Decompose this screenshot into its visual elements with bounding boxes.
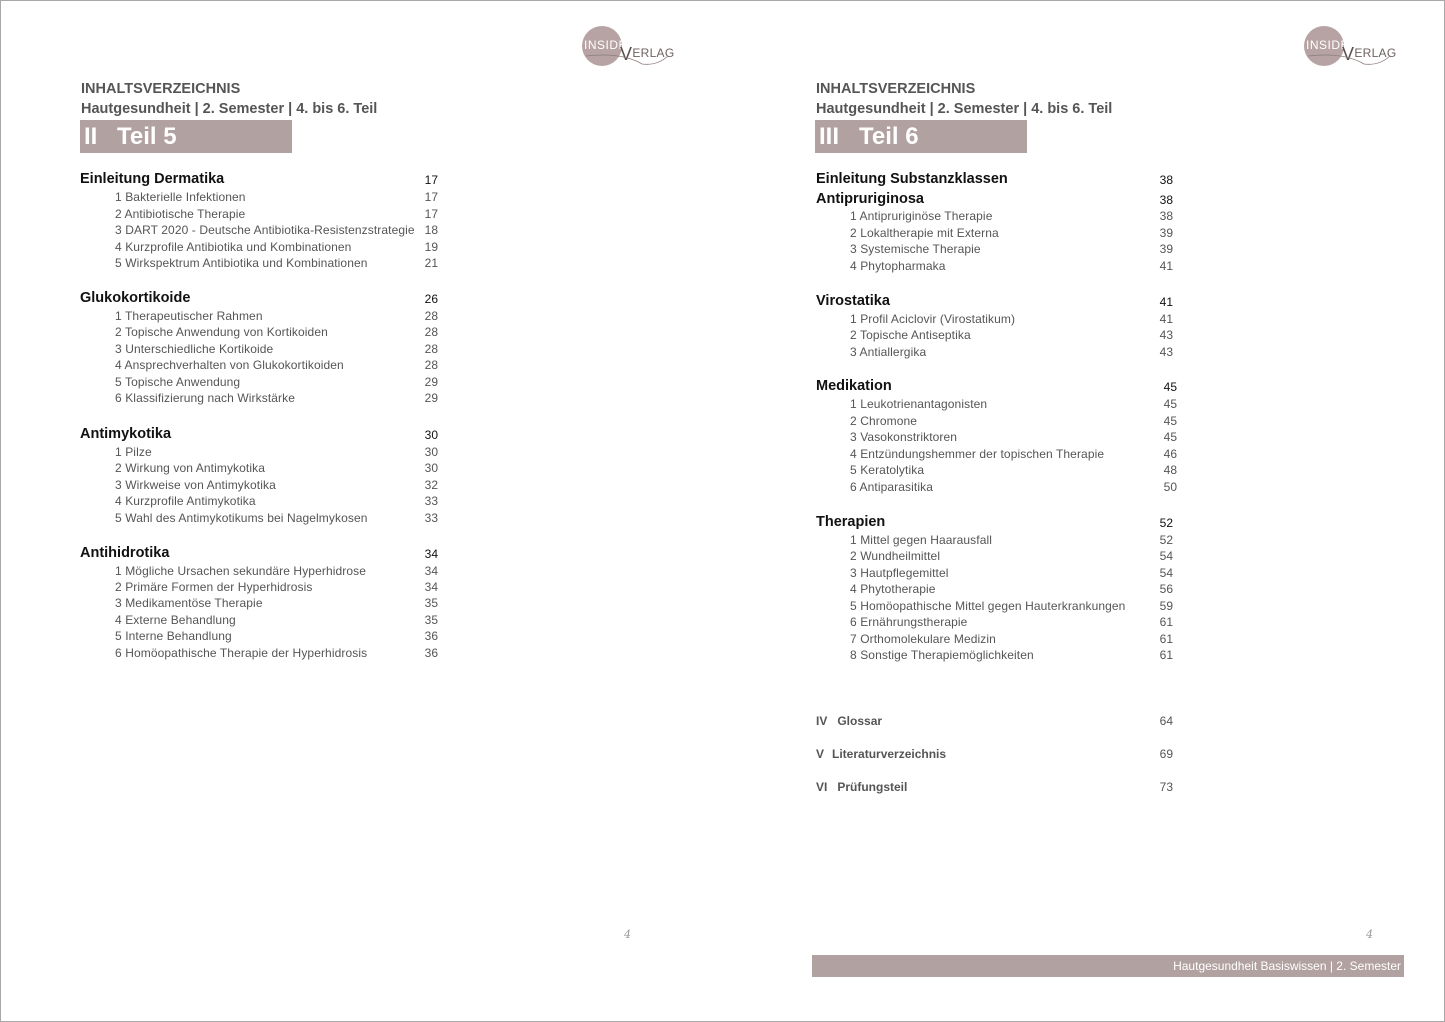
toc-entry[interactable]: 5 Wahl des Antimykotikums bei Nagelmykosen bbox=[115, 511, 368, 525]
toc-section-heading[interactable]: Einleitung Substanzklassen bbox=[816, 171, 1008, 187]
logo-text-verlag: VERLAG bbox=[620, 44, 675, 64]
toc-entry[interactable]: 4 Ansprechverhalten von Glukokortikoiden bbox=[115, 358, 344, 372]
toc-section-heading[interactable]: Glukokortikoide bbox=[80, 290, 191, 306]
toc-section-page: 26 bbox=[424, 292, 438, 306]
toc-entry[interactable]: 3 Wirkweise von Antimykotika bbox=[115, 478, 276, 492]
toc-entry[interactable]: 4 Externe Behandlung bbox=[115, 613, 236, 627]
part-roman-numeral: III bbox=[819, 123, 840, 150]
toc-entry-page: 45 bbox=[1163, 397, 1177, 411]
part-roman-numeral: II bbox=[84, 123, 98, 150]
toc-section-heading[interactable]: Antimykotika bbox=[80, 426, 172, 442]
toc-entry-page: 28 bbox=[424, 309, 438, 323]
toc-extra-page: 73 bbox=[1159, 780, 1173, 794]
toc-entry-page: 21 bbox=[424, 256, 438, 270]
logo-swoosh-icon bbox=[582, 26, 672, 68]
toc-entry-page: 34 bbox=[424, 580, 438, 594]
toc-entry[interactable]: 1 Therapeutischer Rahmen bbox=[115, 309, 263, 323]
toc-entry-page: 43 bbox=[1159, 328, 1173, 342]
inside-verlag-logo bbox=[1304, 26, 1397, 68]
toc-entry-page: 54 bbox=[1159, 566, 1173, 580]
toc-entry-page: 61 bbox=[1159, 615, 1173, 629]
toc-entry-page: 59 bbox=[1159, 599, 1173, 613]
toc-section-page: 52 bbox=[1159, 516, 1173, 530]
footer-bar: Hautgesundheit Basiswissen | 2. Semester bbox=[812, 955, 1404, 977]
toc-entry[interactable]: 3 DART 2020 - Deutsche Antibiotika-Resistenzstrategie bbox=[115, 223, 415, 237]
toc-entry-page: 30 bbox=[424, 461, 438, 475]
toc-entry-page: 29 bbox=[424, 391, 438, 405]
toc-entry-page: 33 bbox=[424, 494, 438, 508]
toc-entry-page: 50 bbox=[1163, 480, 1177, 494]
toc-extra-page: 64 bbox=[1159, 714, 1173, 728]
page-number: 4 bbox=[624, 928, 631, 941]
toc-entry-page: 41 bbox=[1159, 312, 1173, 326]
toc-entry-page: 28 bbox=[424, 358, 438, 372]
toc-entry-page: 39 bbox=[1159, 242, 1173, 256]
toc-entry-page: 43 bbox=[1159, 345, 1173, 359]
toc-entry[interactable]: 5 Topische Anwendung bbox=[115, 375, 241, 389]
toc-entry[interactable]: 3 Medikamentöse Therapie bbox=[115, 596, 263, 610]
toc-entry[interactable]: 4 Kurzprofile Antibiotika und Kombinationen bbox=[115, 240, 352, 254]
toc-entry-page: 36 bbox=[424, 646, 438, 660]
toc-entry-page: 61 bbox=[1159, 632, 1173, 646]
toc-section-page: 38 bbox=[1159, 173, 1173, 187]
logo-swoosh-icon bbox=[1304, 26, 1394, 68]
toc-entry-page: 28 bbox=[424, 325, 438, 339]
toc-entry-page: 35 bbox=[424, 596, 438, 610]
part-name: Teil 6 bbox=[859, 123, 919, 150]
toc-entry[interactable]: 6 Ernährungstherapie bbox=[850, 615, 968, 629]
toc-entry[interactable]: 3 Hautpflegemittel bbox=[850, 566, 949, 580]
toc-entry[interactable]: 1 Bakterielle Infektionen bbox=[115, 190, 246, 204]
toc-section-heading[interactable]: Antipruriginosa bbox=[816, 191, 924, 207]
toc-entry-page: 46 bbox=[1163, 447, 1177, 461]
toc-entry[interactable]: 2 Antibiotische Therapie bbox=[115, 207, 246, 221]
toc-entry[interactable]: 5 Wirkspektrum Antibiotika und Kombinationen bbox=[115, 256, 368, 270]
toc-entry[interactable]: 2 Wundheilmittel bbox=[850, 549, 941, 563]
toc-entry-page: 41 bbox=[1159, 259, 1173, 273]
toc-entry-page: 52 bbox=[1159, 533, 1173, 547]
toc-entry-page: 33 bbox=[424, 511, 438, 525]
toc-entry-page: 56 bbox=[1159, 582, 1173, 596]
toc-entry-page: 35 bbox=[424, 613, 438, 627]
inside-verlag-logo bbox=[582, 26, 675, 68]
logo-text-inside: INSIDE bbox=[1306, 38, 1350, 52]
toc-entry[interactable]: 2 Lokaltherapie mit Externa bbox=[850, 226, 999, 240]
toc-entry[interactable]: 2 Wirkung von Antimykotika bbox=[115, 461, 265, 475]
toc-entry-page: 48 bbox=[1163, 463, 1177, 477]
toc-entry-page: 45 bbox=[1163, 430, 1177, 444]
toc-entry-page: 29 bbox=[424, 375, 438, 389]
toc-title: INHALTSVERZEICHNIS bbox=[816, 81, 976, 97]
toc-section-page: 34 bbox=[424, 547, 438, 561]
logo-text-inside: INSIDE bbox=[584, 38, 628, 52]
toc-entry[interactable]: 1 Antipruriginöse Therapie bbox=[850, 209, 993, 223]
part-title-bar bbox=[815, 120, 1027, 153]
toc-entry[interactable]: 5 Homöopathische Mittel gegen Hauterkrankungen bbox=[850, 599, 1126, 613]
toc-entry[interactable]: 1 Leukotrienantagonisten bbox=[850, 397, 988, 411]
toc-entry-page: 61 bbox=[1159, 648, 1173, 662]
logo-text-verlag: VERLAG bbox=[1342, 44, 1397, 64]
toc-entry[interactable]: 4 Phytopharmaka bbox=[850, 259, 946, 273]
toc-entry[interactable]: 2 Topische Antiseptika bbox=[850, 328, 971, 342]
toc-entry-page: 45 bbox=[1163, 414, 1177, 428]
toc-entry[interactable]: 1 Mittel gegen Haarausfall bbox=[850, 533, 993, 547]
toc-entry-page: 34 bbox=[424, 564, 438, 578]
toc-entry[interactable]: 1 Pilze bbox=[115, 445, 152, 459]
toc-entry[interactable]: 8 Sonstige Therapiemöglichkeiten bbox=[850, 648, 1034, 662]
toc-entry[interactable]: 2 Topische Anwendung von Kortikoiden bbox=[115, 325, 328, 339]
toc-section-heading[interactable]: Virostatika bbox=[816, 293, 890, 309]
toc-entry[interactable]: 4 Phytotherapie bbox=[850, 582, 936, 596]
toc-entry-page: 54 bbox=[1159, 549, 1173, 563]
toc-extra-page: 69 bbox=[1159, 747, 1173, 761]
toc-entry[interactable]: 4 Kurzprofile Antimykotika bbox=[115, 494, 256, 508]
toc-section-page: 45 bbox=[1163, 380, 1177, 394]
toc-entry[interactable]: 6 Klassifizierung nach Wirkstärke bbox=[115, 391, 296, 405]
toc-entry-page: 28 bbox=[424, 342, 438, 356]
toc-extra-glossar[interactable]: IV Glossar bbox=[816, 714, 883, 728]
toc-entry-page: 38 bbox=[1159, 209, 1173, 223]
toc-entry[interactable]: 4 Entzündungshemmer der topischen Therapie bbox=[850, 447, 1105, 461]
right-page bbox=[722, 0, 1445, 1022]
toc-entry[interactable]: 6 Antiparasitika bbox=[850, 480, 933, 494]
toc-entry-page: 17 bbox=[424, 207, 438, 221]
toc-entry[interactable]: 6 Homöopathische Therapie der Hyperhidrosis bbox=[115, 646, 368, 660]
toc-entry-page: 17 bbox=[424, 190, 438, 204]
toc-section-heading[interactable]: Antihidrotika bbox=[80, 545, 170, 561]
toc-section-heading[interactable]: Therapien bbox=[816, 514, 886, 530]
toc-section-page: 41 bbox=[1159, 295, 1173, 309]
page-number: 4 bbox=[1366, 928, 1373, 941]
toc-entry[interactable]: 5 Keratolytika bbox=[850, 463, 925, 477]
toc-entry[interactable]: 3 Antiallergika bbox=[850, 345, 927, 359]
toc-extra-pruefungsteil[interactable]: VI Prüfungsteil bbox=[816, 780, 908, 794]
left-page bbox=[0, 0, 722, 1022]
toc-entry-page: 19 bbox=[424, 240, 438, 254]
toc-section-page: 17 bbox=[424, 173, 438, 187]
toc-entry-page: 39 bbox=[1159, 226, 1173, 240]
part-name: Teil 5 bbox=[117, 123, 177, 150]
toc-entry[interactable]: 7 Orthomolekulare Medizin bbox=[850, 632, 996, 646]
toc-entry[interactable]: 1 Profil Aciclovir (Virostatikum) bbox=[850, 312, 1016, 326]
toc-entry-page: 32 bbox=[424, 478, 438, 492]
toc-extra-literaturverzeichnis[interactable]: V Literaturverzeichnis bbox=[816, 747, 947, 761]
toc-entry[interactable]: 5 Interne Behandlung bbox=[115, 629, 232, 643]
toc-title: INHALTSVERZEICHNIS bbox=[81, 81, 241, 97]
part-title-bar bbox=[80, 120, 292, 153]
toc-section-heading[interactable]: Medikation bbox=[816, 378, 892, 394]
toc-subtitle: Hautgesundheit | 2. Semester | 4. bis 6. Teil bbox=[81, 101, 378, 117]
toc-entry[interactable]: 1 Mögliche Ursachen sekundäre Hyperhidrose bbox=[115, 564, 366, 578]
toc-entry-page: 30 bbox=[424, 445, 438, 459]
toc-entry[interactable]: 3 Systemische Therapie bbox=[850, 242, 981, 256]
toc-subtitle: Hautgesundheit | 2. Semester | 4. bis 6. Teil bbox=[816, 101, 1113, 117]
toc-section-page: 30 bbox=[424, 428, 438, 442]
toc-entry-page: 36 bbox=[424, 629, 438, 643]
toc-section-heading[interactable]: Einleitung Dermatika bbox=[80, 171, 225, 187]
toc-entry[interactable]: 3 Unterschiedliche Kortikoide bbox=[115, 342, 274, 356]
toc-entry[interactable]: 3 Vasokonstriktoren bbox=[850, 430, 958, 444]
toc-entry[interactable]: 2 Primäre Formen der Hyperhidrosis bbox=[115, 580, 313, 594]
toc-entry[interactable]: 2 Chromone bbox=[850, 414, 918, 428]
toc-section-page: 38 bbox=[1159, 193, 1173, 207]
toc-entry-page: 18 bbox=[424, 223, 438, 237]
